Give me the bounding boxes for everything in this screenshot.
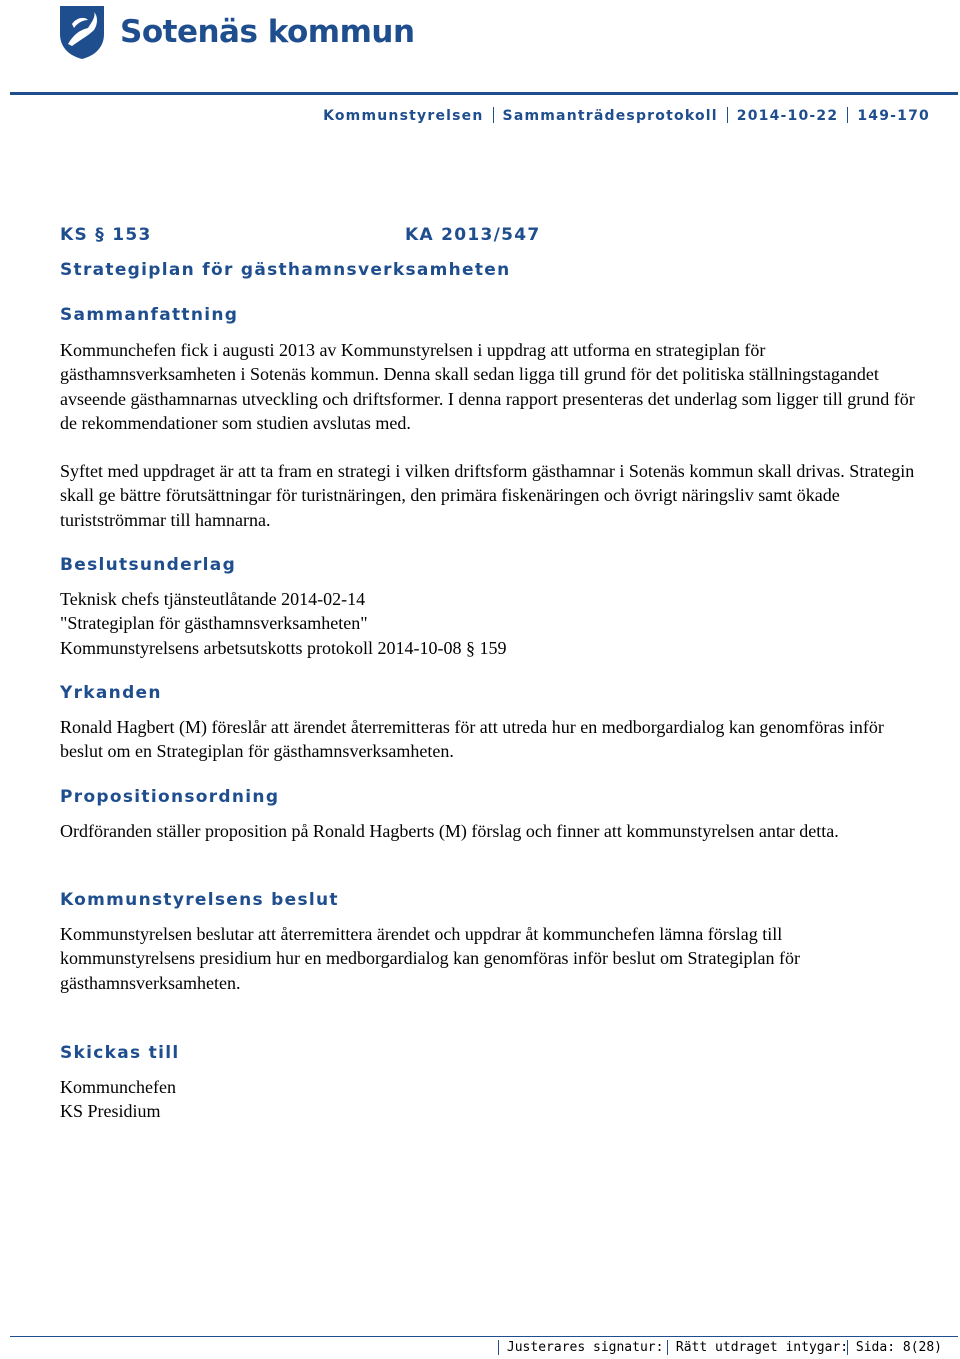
footer-rule [10, 1336, 958, 1337]
claims-text: Ronald Hagbert (M) föreslår att ärendet återremitteras för att utreda hur en medborgardialog kan genomföras inför beslut om en Strategiplan för gästhamnsverksamheten. [60, 717, 884, 762]
case-number: KS § 153 [60, 225, 152, 245]
header-body: Kommunstyrelsen [323, 108, 484, 124]
header-paragraphs: 149-170 [857, 108, 930, 124]
decision-text: Kommunstyrelsen beslutar att återremittera ärendet och uppdrar åt kommunchefen lämna förslag till kommunstyrelsens presidium hur en medborgardialog kan genomföras inför beslut om Strategiplan för gästhamnsverksamheten. [60, 924, 801, 993]
header-rule [10, 92, 958, 95]
signature-footer [498, 1340, 950, 1355]
sendto-list [60, 1075, 920, 1124]
certified-copy-field: Rätt utdraget intygar: [667, 1340, 847, 1355]
sendto-item: KS Presidium [60, 1101, 161, 1122]
sendto-heading: Skickas till [60, 1043, 180, 1063]
claims-heading: Yrkanden [60, 683, 162, 703]
basis-item: Kommunstyrelsens arbetsutskotts protokoll 2014-10-08 § 159 [60, 637, 507, 658]
proposition-heading: Propositionsordning [60, 787, 280, 807]
proposition-text: Ordföranden ställer proposition på Ronald Hagberts (M) förslag och finner att kommunstyrelsen antar detta. [60, 821, 839, 841]
basis-heading: Beslutsunderlag [60, 555, 237, 575]
sendto-item: Kommunchefen [60, 1077, 176, 1097]
case-title: Strategiplan för gästhamnsverksamheten [60, 260, 511, 280]
registry-number: KA 2013/547 [405, 225, 541, 245]
basis-item: Teknisk chefs tjänsteutlåtande 2014-02-14 [60, 589, 366, 609]
logo [58, 4, 106, 60]
header-separator [493, 107, 494, 123]
protocol-header [323, 107, 930, 124]
header-doc-type: Sammanträdesprotokoll [502, 108, 718, 124]
header-separator [727, 107, 728, 123]
header-separator [847, 107, 848, 123]
summary-heading: Sammanfattning [60, 305, 239, 325]
adjuster-signature-field: Justerares signatur: [498, 1340, 667, 1355]
org-name: Sotenäs kommun [120, 14, 415, 50]
summary-paragraph: Kommunchefen fick i augusti 2013 av Kommunstyrelsen i uppdrag att utforma en strategiplan för gästhamnsverksamheten i Sotenäs kommun. Denna skall sedan ligga till grund för det politiska ställningstagandet avseende gästhamnarnas utveckling och driftsformer. I denna rapport presenteras det underlag som ligger till grund för de rekommendationer som studien avslutas med. [60, 340, 915, 433]
basis-list [60, 587, 920, 660]
header-date: 2014-10-22 [736, 108, 839, 124]
page-number: Sida: 8(28) [847, 1340, 950, 1355]
summary-body [60, 338, 920, 532]
coat-of-arms-icon [58, 4, 106, 60]
basis-item: "Strategiplan för gästhamnsverksamheten" [60, 613, 368, 634]
decision-heading: Kommunstyrelsens beslut [60, 890, 339, 910]
summary-paragraph: Syftet med uppdraget är att ta fram en strategi i vilken driftsform gästhamnar i Sotenäs kommun skall drivas. Strategin skall ge bättre förutsättningar för turistnäringen, den primära fiskenäringen och övrigt näringsliv samt ökade turistströmmar till hamnarna. [60, 461, 915, 530]
